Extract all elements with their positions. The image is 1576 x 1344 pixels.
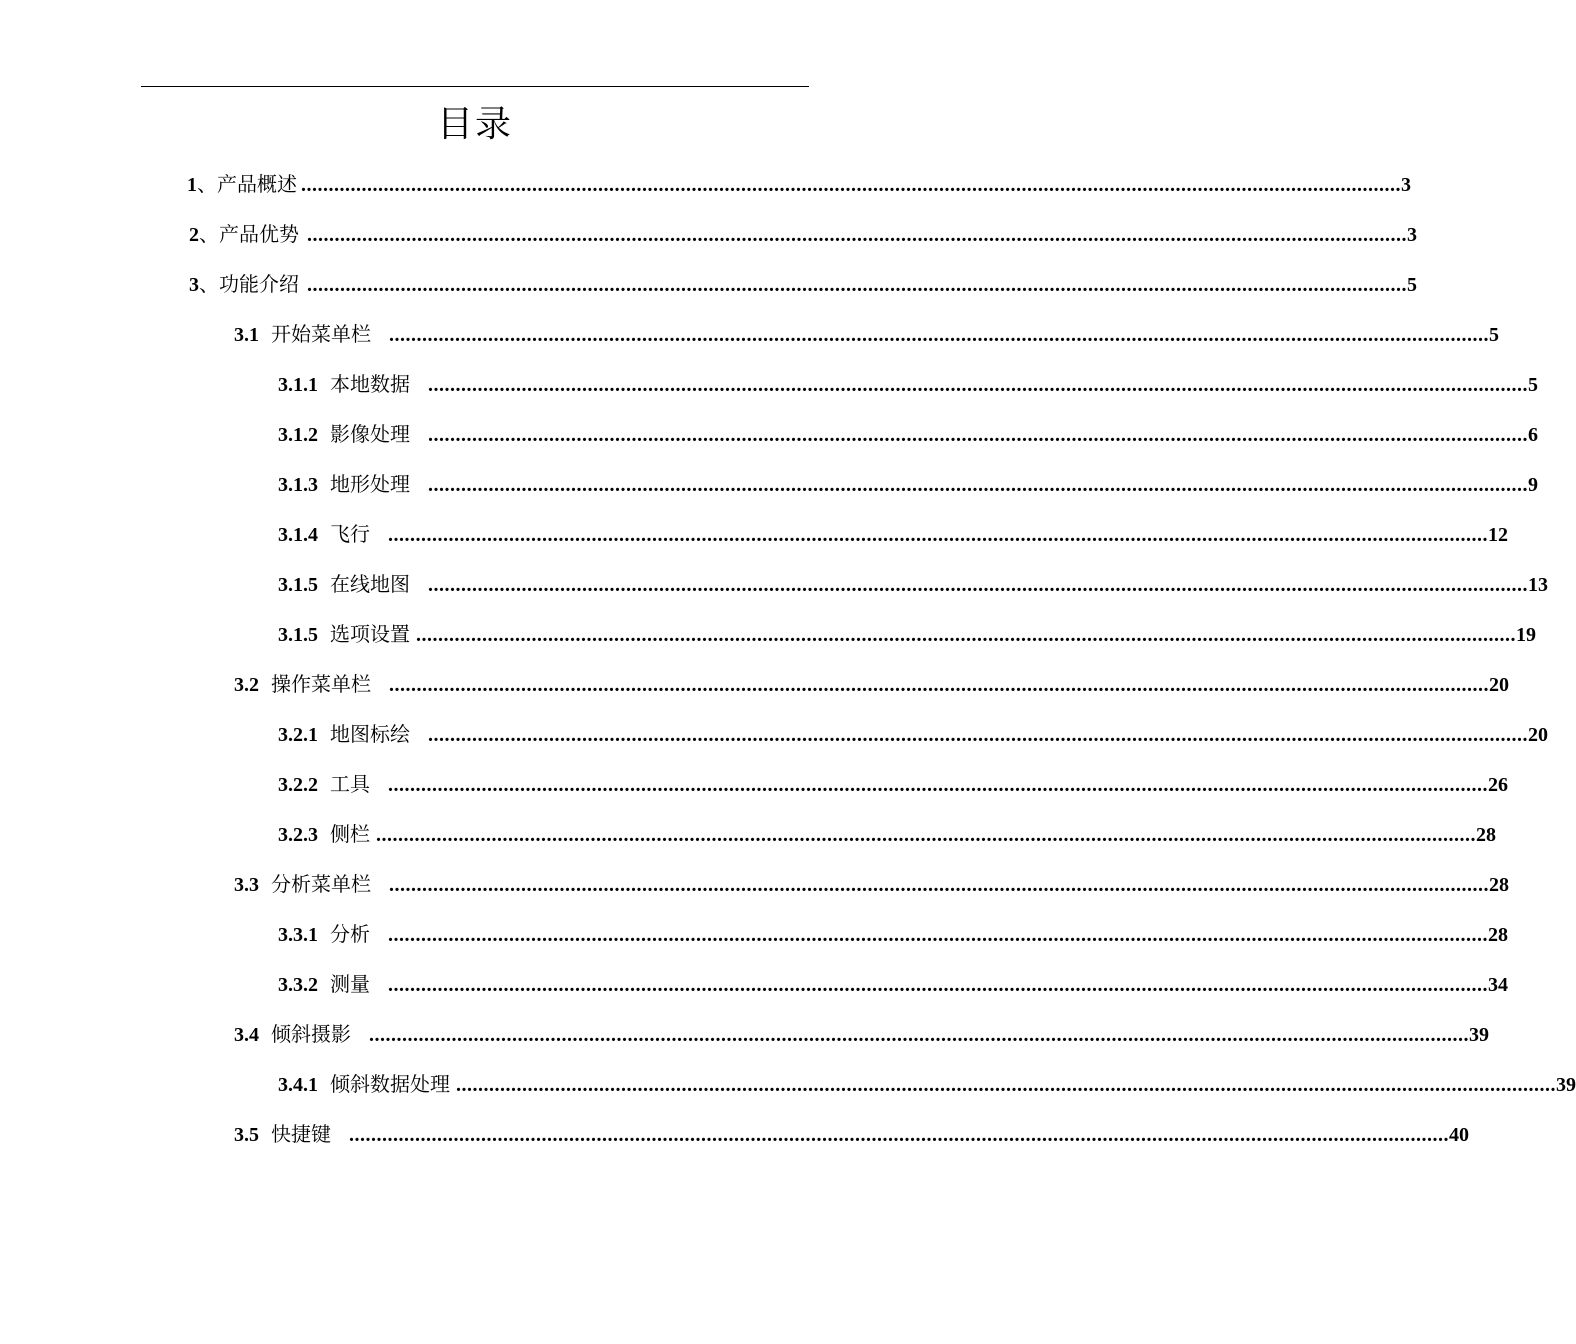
toc-entry-page: 5 [1489,324,1499,346]
toc-entry-number: 3.3.1 [278,924,318,946]
toc-entry-page: 26 [1488,774,1508,796]
toc-entry-number: 3.1.3 [278,474,318,496]
toc-entry-page: 12 [1488,524,1508,546]
toc-entry-title: 地形处理 [330,474,410,496]
toc-entry-title: 倾斜数据处理 [330,1074,450,1096]
toc-dot-leader: ........................................................................................................................................................................................................ [428,424,1528,446]
toc-dot-leader: ........................................................................................................................................................................................................ [456,1074,1556,1096]
toc-entry-page: 34 [1488,974,1508,996]
toc-entry-title: 地图标绘 [330,724,410,746]
toc-dot-leader: ........................................................................................................................................................................................................ [389,324,1489,346]
toc-entry-number: 1 [187,174,197,196]
toc-entry-title: 开始菜单栏 [271,324,371,346]
toc-entry-number: 3.1.4 [278,524,318,546]
toc-dot-leader: ........................................................................................................................................................................................................ [388,524,1488,546]
toc-entry-page: 28 [1488,924,1508,946]
toc-entry-page: 3 [1407,224,1417,246]
toc-entry[interactable] [234,1122,1469,1148]
toc-entry-number: 3.2 [234,674,259,696]
toc-dot-leader: ........................................................................................................................................................................................................ [428,724,1528,746]
toc-entry-title: 在线地图 [330,574,410,596]
toc-entry-page: 19 [1516,624,1536,646]
toc-dot-leader: ........................................................................................................................................................................................................ [307,274,1407,296]
toc-entry[interactable] [189,272,1417,298]
toc-entry-page: 3 [1401,174,1411,196]
toc-entry[interactable] [234,872,1509,898]
toc-dot-leader: ........................................................................................................................................................................................................ [428,574,1528,596]
toc-dot-leader: ........................................................................................................................................................................................................ [428,474,1528,496]
toc-entry-page: 13 [1528,574,1548,596]
toc-entry-title: 、功能介绍 [199,274,299,296]
toc-entry[interactable] [278,922,1508,948]
toc-entry-page: 39 [1469,1024,1489,1046]
toc-entry-title: 倾斜摄影 [271,1024,351,1046]
toc-entry-page: 5 [1528,374,1538,396]
toc-entry[interactable] [187,172,1411,198]
toc-entry-number: 3.2.3 [278,824,318,846]
toc-entry[interactable] [278,972,1508,998]
toc-entry-number: 3.1 [234,324,259,346]
toc-entry-number: 3.1.5 [278,624,318,646]
toc-entry-page: 28 [1476,824,1496,846]
toc-entry-title: 影像处理 [330,424,410,446]
toc-entry-page: 6 [1528,424,1538,446]
toc-entry-number: 3.4.1 [278,1074,318,1096]
toc-entry-number: 3.1.1 [278,374,318,396]
toc-entry-number: 3.2.2 [278,774,318,796]
toc-entry-title: 分析菜单栏 [271,874,371,896]
toc-entry-page: 28 [1489,874,1509,896]
toc-entry[interactable] [278,722,1548,748]
header-rule [141,86,809,87]
toc-entry[interactable] [189,222,1417,248]
toc-entry-title: 分析 [330,924,370,946]
toc-dot-leader: ........................................................................................................................................................................................................ [388,974,1488,996]
toc-entry-title: 快捷键 [271,1124,331,1146]
toc-entry-page: 40 [1449,1124,1469,1146]
toc-entry-page: 39 [1556,1074,1576,1096]
toc-entry[interactable] [234,672,1509,698]
toc-entry-number: 3.3.2 [278,974,318,996]
toc-entry[interactable] [278,372,1538,398]
toc-dot-leader: ........................................................................................................................................................................................................ [349,1124,1449,1146]
toc-entry[interactable] [278,1072,1576,1098]
toc-dot-leader: ........................................................................................................................................................................................................ [301,174,1401,196]
toc-entry[interactable] [278,572,1548,598]
toc-entry-page: 5 [1407,274,1417,296]
toc-entry[interactable] [278,822,1496,848]
toc-entry-title: 、产品概述 [197,174,297,196]
toc-entry-page: 20 [1489,674,1509,696]
toc-entry-number: 3 [189,274,199,296]
toc-entry-title: 选项设置 [330,624,410,646]
toc-dot-leader: ........................................................................................................................................................................................................ [369,1024,1469,1046]
toc-entry-number: 3.3 [234,874,259,896]
toc-entry[interactable] [278,422,1538,448]
toc-entry-title: 工具 [330,774,370,796]
toc-entry[interactable] [278,472,1538,498]
toc-entry-number: 3.4 [234,1024,259,1046]
toc-dot-leader: ........................................................................................................................................................................................................ [389,874,1489,896]
toc-entry-title: 侧栏 [330,824,370,846]
toc-entry-number: 3.2.1 [278,724,318,746]
toc-entry[interactable] [278,522,1508,548]
toc-entry[interactable] [234,322,1499,348]
toc-dot-leader: ........................................................................................................................................................................................................ [389,674,1489,696]
toc-entry-title: 、产品优势 [199,224,299,246]
toc-dot-leader: ........................................................................................................................................................................................................ [388,774,1488,796]
toc-entry-page: 20 [1528,724,1548,746]
toc-entry[interactable] [278,622,1536,648]
toc-entry-title: 本地数据 [330,374,410,396]
toc-dot-leader: ........................................................................................................................................................................................................ [307,224,1407,246]
toc-entry-title: 测量 [330,974,370,996]
toc-entry-title: 飞行 [330,524,370,546]
toc-dot-leader: ........................................................................................................................................................................................................ [376,824,1476,846]
toc-entry[interactable] [234,1022,1489,1048]
toc-entry-title: 操作菜单栏 [271,674,371,696]
toc-dot-leader: ........................................................................................................................................................................................................ [416,624,1516,646]
toc-entry-number: 3.5 [234,1124,259,1146]
page-title: 目录 [436,104,513,144]
toc-dot-leader: ........................................................................................................................................................................................................ [388,924,1488,946]
toc-entry-number: 3.1.2 [278,424,318,446]
toc-entry[interactable] [278,772,1508,798]
toc-entry-number: 2 [189,224,199,246]
toc-dot-leader: ........................................................................................................................................................................................................ [428,374,1528,396]
toc-entry-number: 3.1.5 [278,574,318,596]
toc-entry-page: 9 [1528,474,1538,496]
